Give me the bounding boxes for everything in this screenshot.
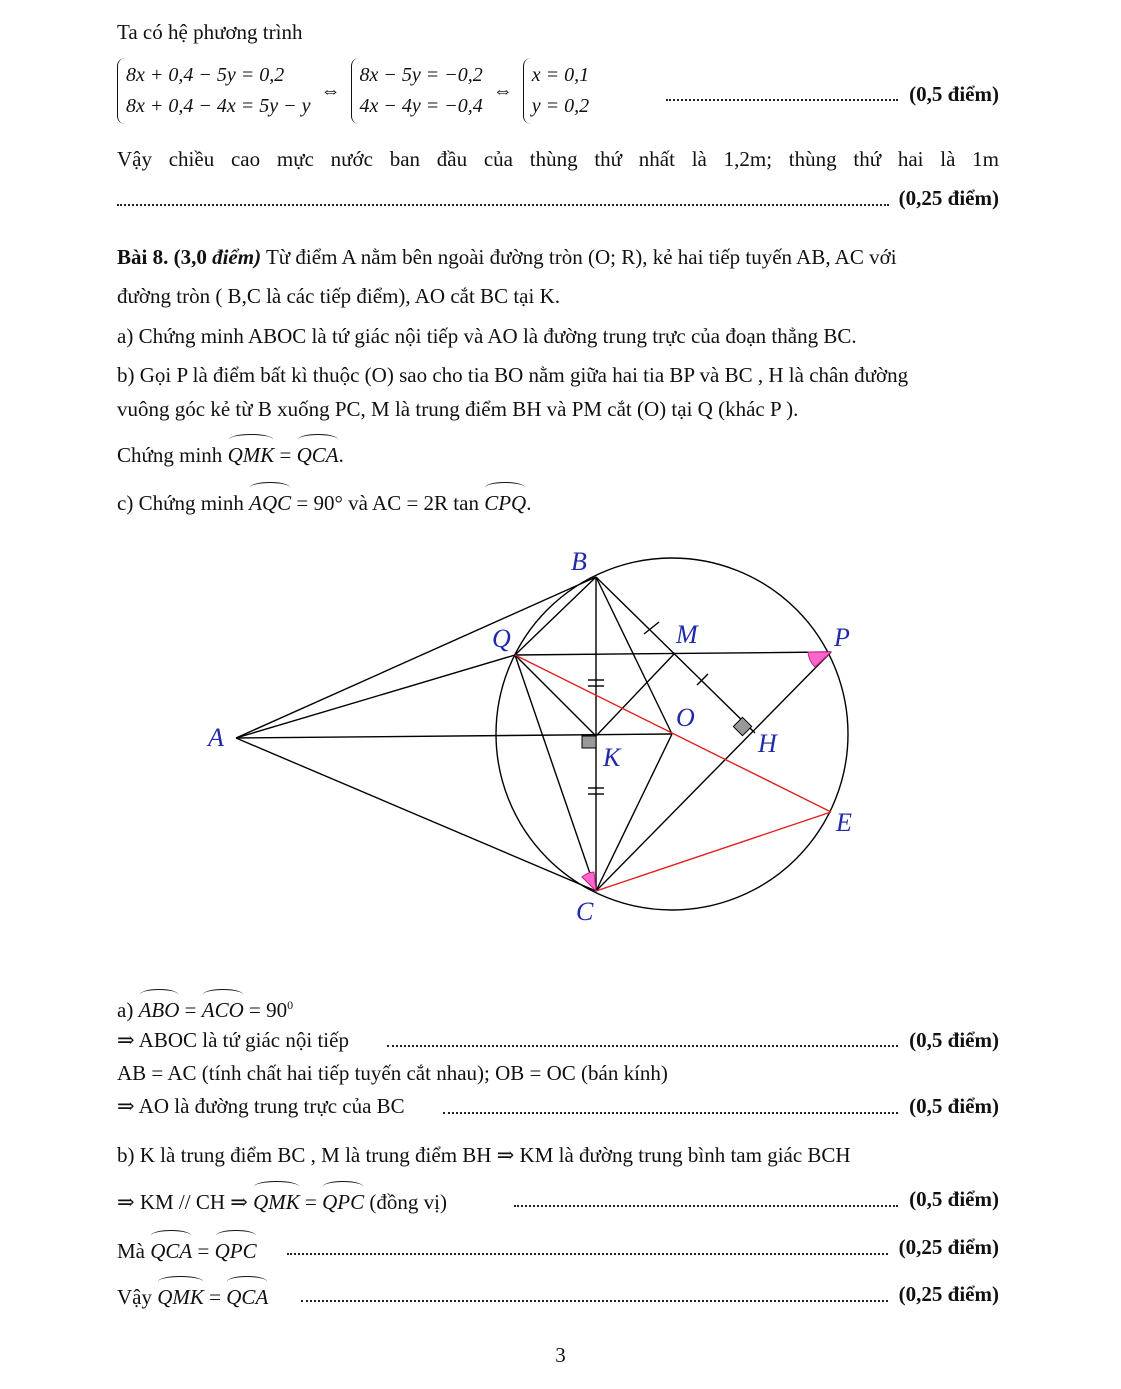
segment-ab <box>236 577 596 738</box>
label-c: C <box>576 897 594 926</box>
angle-qca: QCA <box>297 439 339 468</box>
solution-b-1: b) K là trung điểm BC , M là trung điểm BH ⇒ KM là đường trung bình tam giác BCH <box>117 1143 851 1167</box>
score-system: (0,5 điểm) <box>909 82 999 106</box>
problem-line-1 <box>117 245 897 270</box>
eq-3a: x = 0,1 <box>531 64 590 86</box>
label-h: H <box>758 729 777 758</box>
circle-o <box>496 558 848 910</box>
angle-qca-2: QCA <box>150 1235 192 1264</box>
angle-aco: ACO <box>202 994 244 1023</box>
segment-co <box>596 734 672 891</box>
part-b-statement-3: Chứng minh QMK = QCA. <box>117 439 344 468</box>
part-b-statement-2: vuông góc kẻ từ B xuống PC, M là trung điểm BH và PM cắt (O) tại Q (khác P ). <box>117 397 799 421</box>
score-b-2: (0,25 điểm) <box>898 1235 999 1259</box>
segment-bo <box>596 577 672 734</box>
dot-leader <box>301 1300 888 1302</box>
segment-bh <box>596 577 755 733</box>
right-angle-k <box>582 736 596 748</box>
dot-leader <box>514 1205 898 1207</box>
equation-system <box>117 58 589 124</box>
score-b-1: (0,5 điểm) <box>909 1187 999 1211</box>
system-3 <box>523 58 589 124</box>
solution-a-2: ⇒ ABOC là tứ giác nội tiếp <box>117 1028 349 1052</box>
angle-qca-3: QCA <box>226 1281 268 1310</box>
label-b: B <box>571 547 587 576</box>
conclusion-text: Vậy chiều cao mực nước ban đầu của thùng thứ nhất là 1,2m; thùng thứ hai là 1m <box>117 147 999 171</box>
intro-text: Ta có hệ phương trình <box>117 20 303 44</box>
label-p: P <box>834 623 850 652</box>
dot-leader <box>387 1045 898 1047</box>
solution-a-4: ⇒ AO là đường trung trực của BC <box>117 1094 405 1118</box>
page-number: 3 <box>555 1343 566 1367</box>
segment-ao <box>236 734 672 738</box>
equiv-arrow-2: ⇔ <box>492 79 513 102</box>
angle-abo: ABO <box>139 994 180 1023</box>
label-e: E <box>836 808 852 837</box>
eq-2a: 8x − 5y = −0,2 <box>359 64 483 86</box>
angle-qpc-2: QPC <box>215 1235 257 1264</box>
score-b-3: (0,25 điểm) <box>898 1282 999 1306</box>
segment-km <box>596 653 675 736</box>
angle-qmk-3: QMK <box>157 1281 204 1310</box>
tick-bm <box>644 622 659 634</box>
label-k: K <box>603 743 621 772</box>
segment-cp <box>596 652 831 891</box>
problem-title: Bài 8. (3,0 <box>117 245 213 269</box>
degree-sup: 0 <box>287 998 294 1012</box>
solution-b-4: Vậy QMK = QCA <box>117 1281 268 1310</box>
eq-1a: 8x + 0,4 − 5y = 0,2 <box>126 64 285 86</box>
part-c-statement: c) Chứng minh AQC = 90° và AC = 2R tan CPQ. <box>117 487 531 516</box>
segment-qp <box>515 652 831 655</box>
segment-bq <box>515 577 596 655</box>
label-m: M <box>676 620 698 649</box>
right-angle-h <box>733 717 751 735</box>
label-o: O <box>676 703 695 732</box>
problem-line-2: đường tròn ( B,C là các tiếp điểm), AO cắt BC tại K. <box>117 284 560 308</box>
solution-b-2: ⇒ KM // CH ⇒ QMK = QPC (đồng vị) <box>117 1186 447 1215</box>
solution-a-3: AB = AC (tính chất hai tiếp tuyến cắt nhau); OB = OC (bán kính) <box>117 1061 668 1085</box>
score-conclusion: (0,25 điểm) <box>898 186 999 210</box>
angle-cpq: CPQ <box>484 487 526 516</box>
segment-ce <box>596 812 831 891</box>
dot-leader <box>287 1253 888 1255</box>
solution-a-1: a) ABO = ACO = $90^0$ <box>117 994 293 1023</box>
part-b-statement-1: b) Gọi P là điểm bất kì thuộc (O) sao cho tia BO nằm giữa hai tia BP và BC , H là chân đường <box>117 363 909 387</box>
angle-aqc: AQC <box>249 487 291 516</box>
segment-ac <box>236 738 596 891</box>
angle-mark-c <box>582 872 596 891</box>
eq-3b: y = 0,2 <box>531 95 590 117</box>
angle-mark-p <box>808 652 831 667</box>
dot-leader <box>666 99 898 101</box>
eq-2b: 4x − 4y = −0,4 <box>359 95 483 117</box>
segment-qk <box>515 655 596 736</box>
system-1 <box>117 58 311 124</box>
segment-qe <box>515 655 831 812</box>
system-2 <box>351 58 483 124</box>
angle-qmk-2: QMK <box>253 1186 300 1215</box>
solution-b-3: Mà QCA = QPC <box>117 1235 257 1264</box>
problem-text-1: Từ điểm A nằm bên ngoài đường tròn (O; R), kẻ hai tiếp tuyến AB, AC với <box>265 245 897 269</box>
eq-1b: 8x + 0,4 − 4x = 5y − y <box>126 95 311 117</box>
label-a: A <box>208 723 224 752</box>
label-q: Q <box>492 624 511 653</box>
angle-qmk: QMK <box>228 439 275 468</box>
part-a-statement: a) Chứng minh ABOC là tứ giác nội tiếp và AO là đường trung trực của đoạn thẳng BC. <box>117 324 857 348</box>
tick-mh <box>697 674 708 685</box>
problem-points: điểm) <box>212 245 262 269</box>
dot-leader <box>117 204 889 206</box>
score-a-1: (0,5 điểm) <box>909 1028 999 1052</box>
segment-qc <box>515 655 596 891</box>
equiv-arrow-1: ⇔ <box>320 79 341 102</box>
segment-aq <box>236 655 515 738</box>
dot-leader <box>443 1112 898 1114</box>
score-a-2: (0,5 điểm) <box>909 1094 999 1118</box>
angle-qpc: QPC <box>322 1186 364 1215</box>
